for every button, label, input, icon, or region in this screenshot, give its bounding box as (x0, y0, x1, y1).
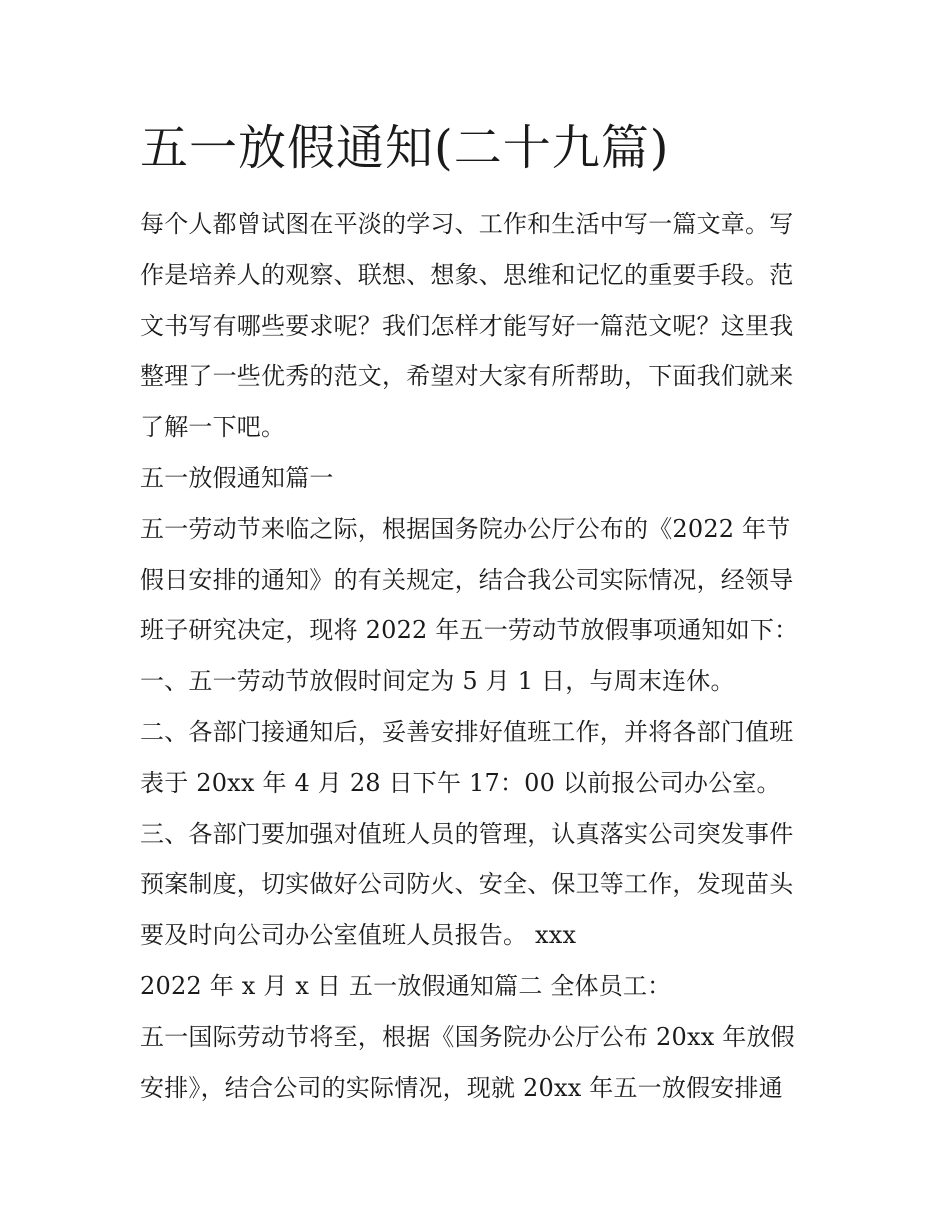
body-line: 表于 20xx 年 4 月 28 日下午 17：00 以前报公司办公室。 (140, 768, 781, 797)
body-line: 作是培养人的观察、联想、想象、思维和记忆的重要手段。范 (140, 260, 794, 289)
body-line: 班子研究决定，现将 2022 年五一劳动节放假事项通知如下： (140, 616, 799, 645)
document-title: 五一放假通知(二十九篇) (140, 120, 670, 176)
body-line: 文书写有哪些要求呢？我们怎样才能写好一篇范文呢？这里我 (140, 311, 794, 340)
body-line: 要及时向公司办公室值班人员报告。 xxx (140, 921, 577, 950)
body-line: 了解一下吧。 (140, 413, 286, 442)
body-line: 五一劳动节来临之际，根据国务院办公厅公布的《2022 年节 (140, 514, 791, 543)
body-line: 整理了一些优秀的范文，希望对大家有所帮助，下面我们就来 (140, 362, 794, 391)
body-line: 三、各部门要加强对值班人员的管理，认真落实公司突发事件 (140, 819, 794, 848)
body-line: 二、各部门接通知后，妥善安排好值班工作，并将各部门值班 (140, 717, 794, 746)
body-line: 五一国际劳动节将至，根据《国务院办公厅公布 20xx 年放假 (140, 1022, 795, 1051)
document-body (140, 199, 830, 1113)
body-line: 2022 年 x 月 x 日 五一放假通知篇二 全体员工： (140, 971, 672, 1000)
body-line: 预案制度，切实做好公司防火、安全、保卫等工作，发现苗头 (140, 870, 794, 899)
section-heading: 五一放假通知篇一 (140, 463, 334, 492)
body-line: 假日安排的通知》的有关规定，结合我公司实际情况，经领导 (140, 565, 794, 594)
body-line: 安排》，结合公司的实际情况，现就 20xx 年五一放假安排通 (140, 1073, 783, 1102)
body-line: 每个人都曾试图在平淡的学习、工作和生活中写一篇文章。写 (140, 210, 794, 238)
body-line: 一、五一劳动节放假时间定为 5 月 1 日，与周末连休。 (140, 667, 735, 696)
